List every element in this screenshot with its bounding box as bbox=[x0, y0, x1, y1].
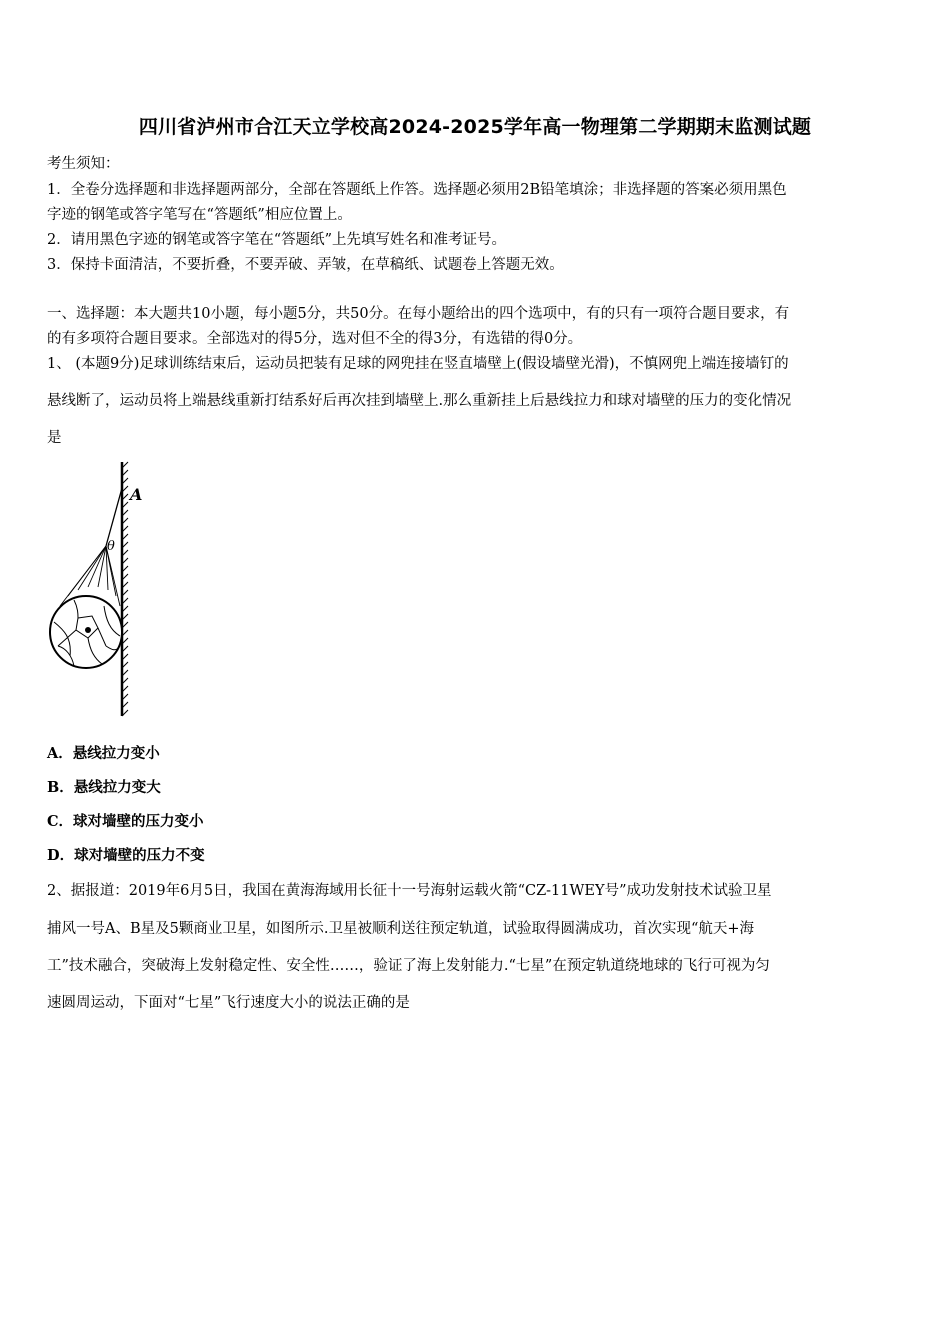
notice-item: 3．保持卡面清洁，不要折叠，不要弄破、弄皱，在草稿纸、试题卷上答题无效。 bbox=[47, 257, 564, 273]
option-d: D．球对墙壁的压力不变 bbox=[47, 847, 205, 864]
hanging-ball-figure bbox=[44, 460, 154, 720]
figure-label-theta: θ bbox=[107, 539, 115, 554]
option-a: A．悬线拉力变小 bbox=[47, 745, 160, 762]
figure-label-a: A bbox=[130, 485, 143, 504]
section-instructions: 的有多项符合题目要求。全部选对的得5分，选对但不全的得3分，有选错的得0分。 bbox=[47, 331, 583, 347]
notice-item: 字迹的钢笔或答字笔写在“答题纸”相应位置上。 bbox=[47, 207, 352, 223]
notice-item: 1．全卷分选择题和非选择题两部分，全部在答题纸上作答。选择题必须用2B铅笔填涂；非选择题的答案必须用黑色 bbox=[47, 182, 787, 198]
page-title: 四川省泸州市合江天立学校高2024-2025学年高一物理第二学期期末监测试题 bbox=[138, 116, 812, 138]
question-2-text: 捕风一号A、B星及5颗商业卫星，如图所示.卫星被顺利送往预定轨道，试验取得圆满成功，首次实现“航天+海 bbox=[47, 921, 755, 937]
option-b: B．悬线拉力变大 bbox=[47, 779, 161, 796]
question-1-text: 1、 (本题9分)足球训练结束后，运动员把装有足球的网兜挂在竖直墙壁上(假设墙壁光滑)，不慎网兜上端连接墙钉的 bbox=[47, 356, 789, 372]
section-instructions: 一、选择题：本大题共10小题，每小题5分，共50分。在每小题给出的四个选项中，有的只有一项符合题目要求，有 bbox=[47, 306, 790, 322]
question-1-text: 是 bbox=[47, 430, 62, 446]
notice-item: 2．请用黑色字迹的钢笔或答字笔在“答题纸”上先填写姓名和准考证号。 bbox=[47, 232, 507, 248]
option-c: C．球对墙壁的压力变小 bbox=[47, 813, 204, 830]
question-2-text: 2、据报道：2019年6月5日，我国在黄海海域用长征十一号海射运载火箭“CZ-11WEY号”成功发射技术试验卫星 bbox=[47, 883, 772, 899]
question-2-text: 工”技术融合，突破海上发射稳定性、安全性……，验证了海上发射能力.“七星”在预定轨道绕地球的飞行可视为匀 bbox=[47, 958, 770, 974]
notice-heading: 考生须知： bbox=[47, 156, 120, 172]
question-1-text: 悬线断了，运动员将上端悬线重新打结系好后再次挂到墙壁上.那么重新挂上后悬线拉力和球对墙壁的压力的变化情况 bbox=[47, 393, 792, 409]
question-2-text: 速圆周运动，下面对“七星”飞行速度大小的说法正确的是 bbox=[47, 995, 410, 1011]
